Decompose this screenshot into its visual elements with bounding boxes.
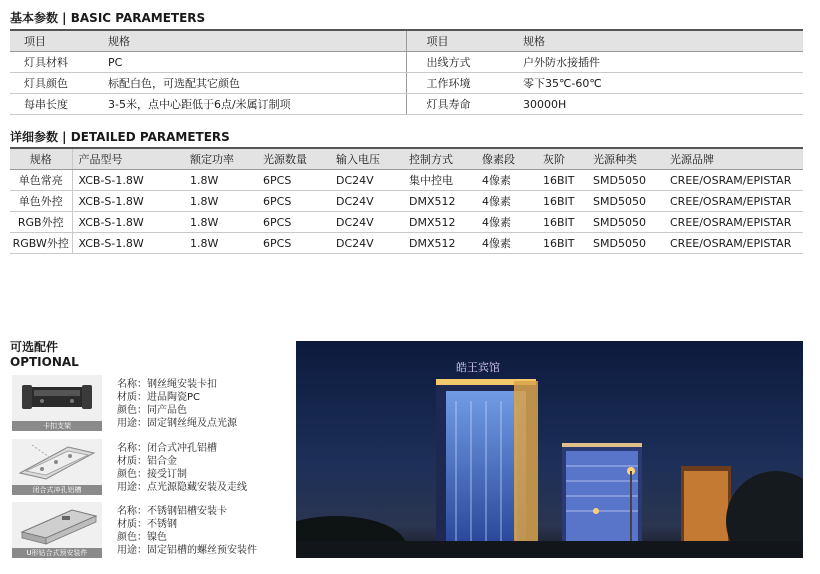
- table-cell: 1.8W: [184, 170, 257, 191]
- u-channel-icon: [12, 502, 102, 548]
- accessory-caption: U形钻合式预安装件: [12, 548, 102, 558]
- column-header: 灰阶: [537, 148, 587, 170]
- table-cell: 零下35℃-60℃: [517, 73, 803, 94]
- table-cell: DC24V: [330, 212, 403, 233]
- table-cell: DC24V: [330, 170, 403, 191]
- table-cell: CREE/OSRAM/EPISTAR: [664, 212, 803, 233]
- table-cell: 标配白色，可选配其它颜色: [102, 73, 406, 94]
- table-cell: RGBW外控: [10, 233, 72, 254]
- table-cell: XCB-S-1.8W: [72, 170, 184, 191]
- optional-title-en: OPTIONAL: [10, 355, 79, 369]
- table-cell: CREE/OSRAM/EPISTAR: [664, 170, 803, 191]
- accessory-usage: 用途：固定钢丝绳及点光源: [117, 418, 237, 429]
- table-cell: 6PCS: [257, 191, 330, 212]
- aluminum-channel-icon: [12, 439, 102, 485]
- table-cell: CREE/OSRAM/EPISTAR: [664, 191, 803, 212]
- table-row: [10, 233, 803, 254]
- table-row: [10, 170, 803, 191]
- table-cell: SMD5050: [587, 170, 664, 191]
- accessory-details: [117, 378, 237, 430]
- night-city-photo: [296, 341, 803, 558]
- table-row: [10, 94, 803, 115]
- table-cell: 1.8W: [184, 191, 257, 212]
- optional-title-cn: 可选配件: [10, 340, 59, 354]
- accessory-material: 材质：进品陶瓷PC: [117, 392, 201, 403]
- table-cell: DMX512: [403, 191, 476, 212]
- table-cell: DC24V: [330, 191, 403, 212]
- accessory-caption: 闭合式冲孔铝槽: [12, 485, 102, 495]
- table-cell: SMD5050: [587, 212, 664, 233]
- table-header-row: [10, 148, 803, 170]
- accessory-color: 颜色：同产品色: [117, 405, 187, 416]
- accessory-name: 名称：闭合式冲孔铝槽: [117, 443, 217, 454]
- table-cell: 每串长度: [10, 94, 102, 115]
- table-cell: 16BIT: [537, 212, 587, 233]
- column-header: 光源数量: [257, 148, 330, 170]
- table-cell: 灯具寿命: [406, 94, 517, 115]
- accessory-name: 名称：不锈钢铝槽安装卡: [117, 506, 227, 517]
- detailed-params-table: [10, 147, 803, 254]
- table-cell: 单色外控: [10, 191, 72, 212]
- table-row: [10, 212, 803, 233]
- table-cell: 出线方式: [406, 52, 517, 73]
- accessory-material: 材质：不锈钢: [117, 519, 177, 530]
- table-cell: 户外防水接插件: [517, 52, 803, 73]
- table-cell: 6PCS: [257, 233, 330, 254]
- table-cell: 灯具颜色: [10, 73, 102, 94]
- table-cell: RGB外控: [10, 212, 72, 233]
- accessory-details: [117, 505, 257, 557]
- column-header: 像素段: [476, 148, 537, 170]
- column-header: 光源品牌: [664, 148, 803, 170]
- table-row: [10, 191, 803, 212]
- column-header: 规格: [10, 148, 72, 170]
- basic-params-title: 基本参数 | BASIC PARAMETERS: [10, 11, 206, 25]
- table-cell: XCB-S-1.8W: [72, 191, 184, 212]
- table-cell: 1.8W: [184, 233, 257, 254]
- table-row: [10, 52, 803, 73]
- basic-params-table: [10, 29, 803, 115]
- night-buildings-illustration: [296, 341, 803, 558]
- accessory-details: [117, 442, 247, 494]
- accessory-usage: 用途：点光源隐藏安装及走线: [117, 482, 247, 493]
- column-header: 光源种类: [587, 148, 664, 170]
- table-cell: 单色常亮: [10, 170, 72, 191]
- table-cell: 16BIT: [537, 233, 587, 254]
- table-cell: SMD5050: [587, 233, 664, 254]
- accessory-caption: 卡扣支架: [12, 421, 102, 431]
- accessory-image-u-channel: [12, 502, 102, 558]
- column-header: 项目: [406, 30, 517, 52]
- table-cell: 6PCS: [257, 170, 330, 191]
- column-header: 产品型号: [72, 148, 184, 170]
- table-cell: DC24V: [330, 233, 403, 254]
- table-header-row: [10, 30, 803, 52]
- table-cell: 4像素: [476, 191, 537, 212]
- column-header: 额定功率: [184, 148, 257, 170]
- table-cell: CREE/OSRAM/EPISTAR: [664, 233, 803, 254]
- table-cell: 16BIT: [537, 191, 587, 212]
- table-cell: 4像素: [476, 212, 537, 233]
- table-cell: XCB-S-1.8W: [72, 233, 184, 254]
- column-header: 项目: [10, 30, 102, 52]
- table-cell: 1.8W: [184, 212, 257, 233]
- table-cell: 工作环境: [406, 73, 517, 94]
- accessory-color: 颜色：接受订制: [117, 469, 187, 480]
- column-header: 控制方式: [403, 148, 476, 170]
- table-cell: 6PCS: [257, 212, 330, 233]
- table-cell: 4像素: [476, 170, 537, 191]
- accessory-usage: 用途：固定铝槽的螺丝预安装件: [117, 545, 257, 556]
- table-cell: 16BIT: [537, 170, 587, 191]
- accessory-color: 颜色：镍色: [117, 532, 167, 543]
- column-header: 规格: [517, 30, 803, 52]
- table-cell: 30000H: [517, 94, 803, 115]
- accessory-material: 材质：铝合金: [117, 456, 177, 467]
- table-cell: 4像素: [476, 233, 537, 254]
- accessory-name: 名称：钢丝绳安装卡扣: [117, 379, 217, 390]
- table-cell: DMX512: [403, 212, 476, 233]
- table-row: [10, 73, 803, 94]
- table-cell: 灯具材料: [10, 52, 102, 73]
- table-cell: DMX512: [403, 233, 476, 254]
- table-cell: SMD5050: [587, 191, 664, 212]
- accessory-image-clip: [12, 375, 102, 431]
- column-header: 规格: [102, 30, 406, 52]
- column-header: 输入电压: [330, 148, 403, 170]
- clip-bracket-icon: [12, 375, 102, 421]
- detailed-params-title: 详细参数 | DETAILED PARAMETERS: [10, 130, 230, 144]
- building-sign-text: 皓王宾馆: [456, 361, 500, 374]
- table-cell: XCB-S-1.8W: [72, 212, 184, 233]
- accessory-image-channel: [12, 439, 102, 495]
- table-cell: 3-5米，点中心距低于6点/米属订制项: [102, 94, 406, 115]
- table-cell: 集中控电: [403, 170, 476, 191]
- table-cell: PC: [102, 52, 406, 73]
- optional-title: [10, 340, 79, 370]
